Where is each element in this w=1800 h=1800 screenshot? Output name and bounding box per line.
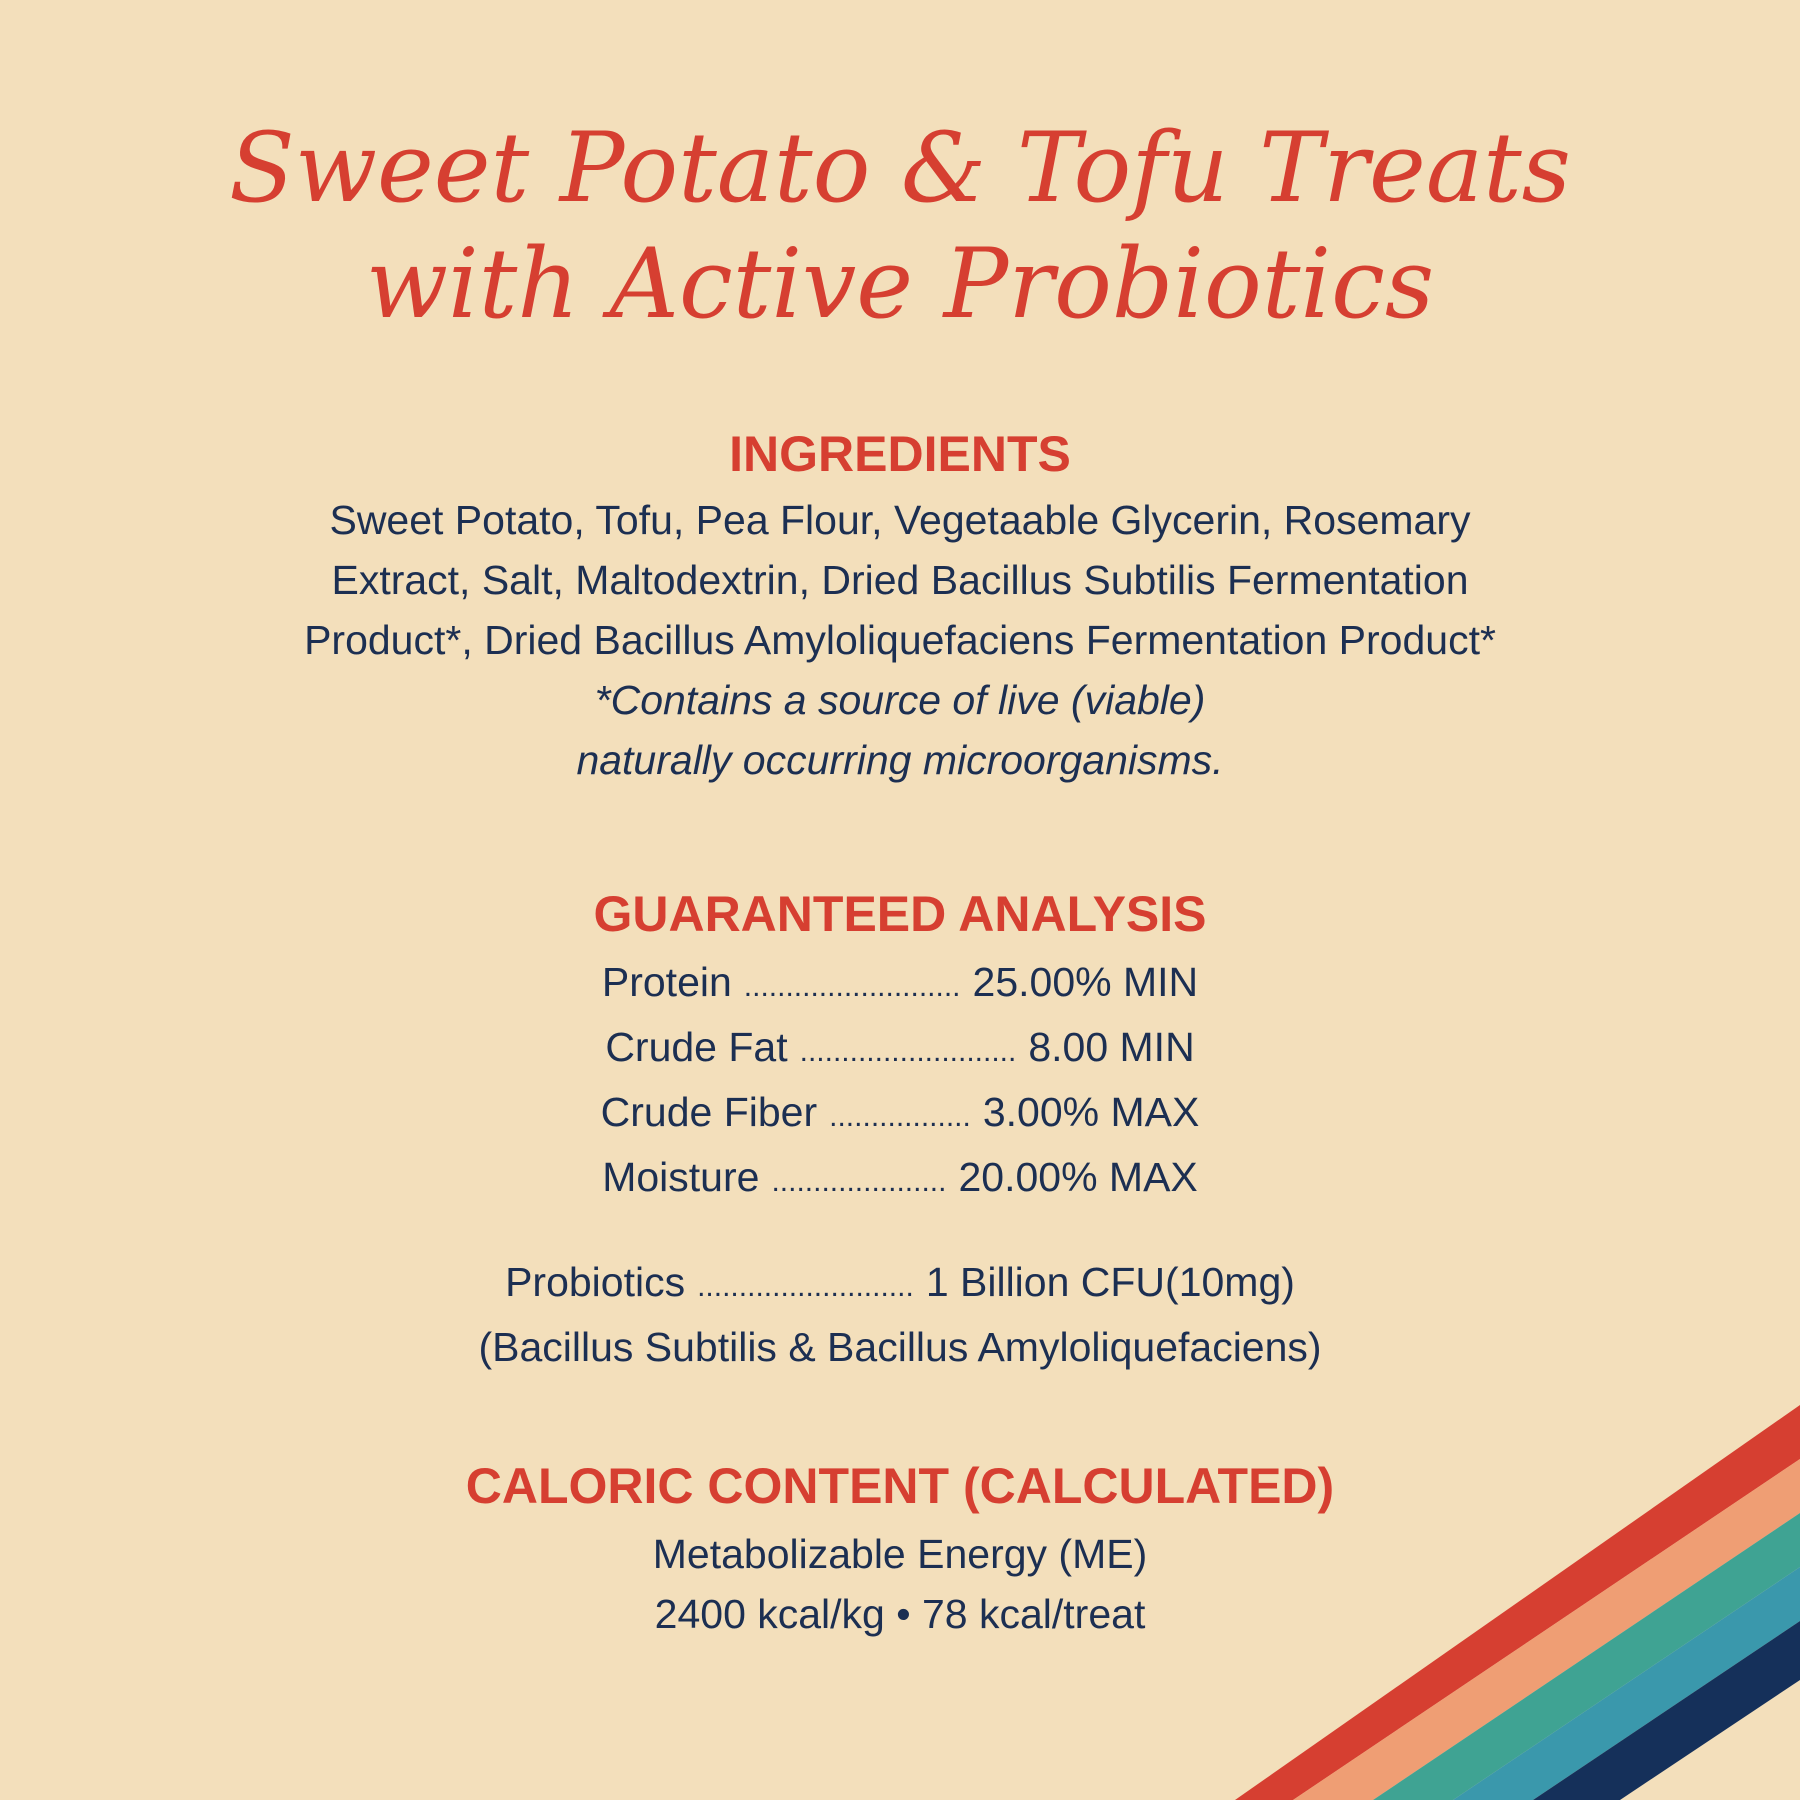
analysis-label: Crude Fat bbox=[605, 1024, 788, 1070]
analysis-label: Crude Fiber bbox=[600, 1089, 818, 1135]
analysis-value: 3.00% MAX bbox=[982, 1089, 1200, 1135]
guaranteed-analysis-heading: GUARANTEED ANALYSIS bbox=[593, 886, 1207, 942]
ingredients-line: Extract, Salt, Maltodextrin, Dried Bacillus Subtilis Fermentation bbox=[331, 557, 1469, 603]
leader-dots: .......................... bbox=[697, 1270, 914, 1303]
ingredients-line: Product*, Dried Bacillus Amyloliquefaciens Fermentation Product* bbox=[304, 617, 1496, 663]
title-line-2: with Active Probiotics bbox=[365, 228, 1435, 340]
analysis-value: 25.00% MIN bbox=[972, 959, 1199, 1005]
probiotic-note-line: *Contains a source of live (viable) bbox=[594, 677, 1206, 723]
calorie-values: 2400 kcal/kg • 78 kcal/treat bbox=[654, 1591, 1146, 1637]
analysis-value: 20.00% MAX bbox=[958, 1154, 1198, 1200]
leader-dots: ................. bbox=[829, 1100, 971, 1133]
leader-dots: ..................... bbox=[771, 1165, 947, 1198]
caloric-content-heading: CALORIC CONTENT (CALCULATED) bbox=[465, 1458, 1335, 1514]
ingredients-heading: INGREDIENTS bbox=[729, 426, 1071, 482]
probiotic-note-line: naturally occurring microorganisms. bbox=[576, 737, 1224, 783]
analysis-label: Probiotics bbox=[505, 1259, 686, 1305]
leader-dots: .......................... bbox=[743, 970, 961, 1003]
probiotic-strains: (Bacillus Subtilis & Bacillus Amyloliquefaciens) bbox=[478, 1324, 1322, 1370]
metabolizable-energy-label: Metabolizable Energy (ME) bbox=[652, 1531, 1148, 1577]
title-line-1: Sweet Potato & Tofu Treats bbox=[229, 112, 1571, 224]
analysis-value: 8.00 MIN bbox=[1028, 1024, 1195, 1070]
analysis-label: Moisture bbox=[602, 1154, 760, 1200]
leader-dots: .......................... bbox=[799, 1035, 1017, 1068]
ingredients-line: Sweet Potato, Tofu, Pea Flour, Vegetaable Glycerin, Rosemary bbox=[329, 497, 1471, 543]
analysis-label: Protein bbox=[601, 959, 732, 1005]
analysis-value: 1 Billion CFU(10mg) bbox=[925, 1259, 1295, 1305]
